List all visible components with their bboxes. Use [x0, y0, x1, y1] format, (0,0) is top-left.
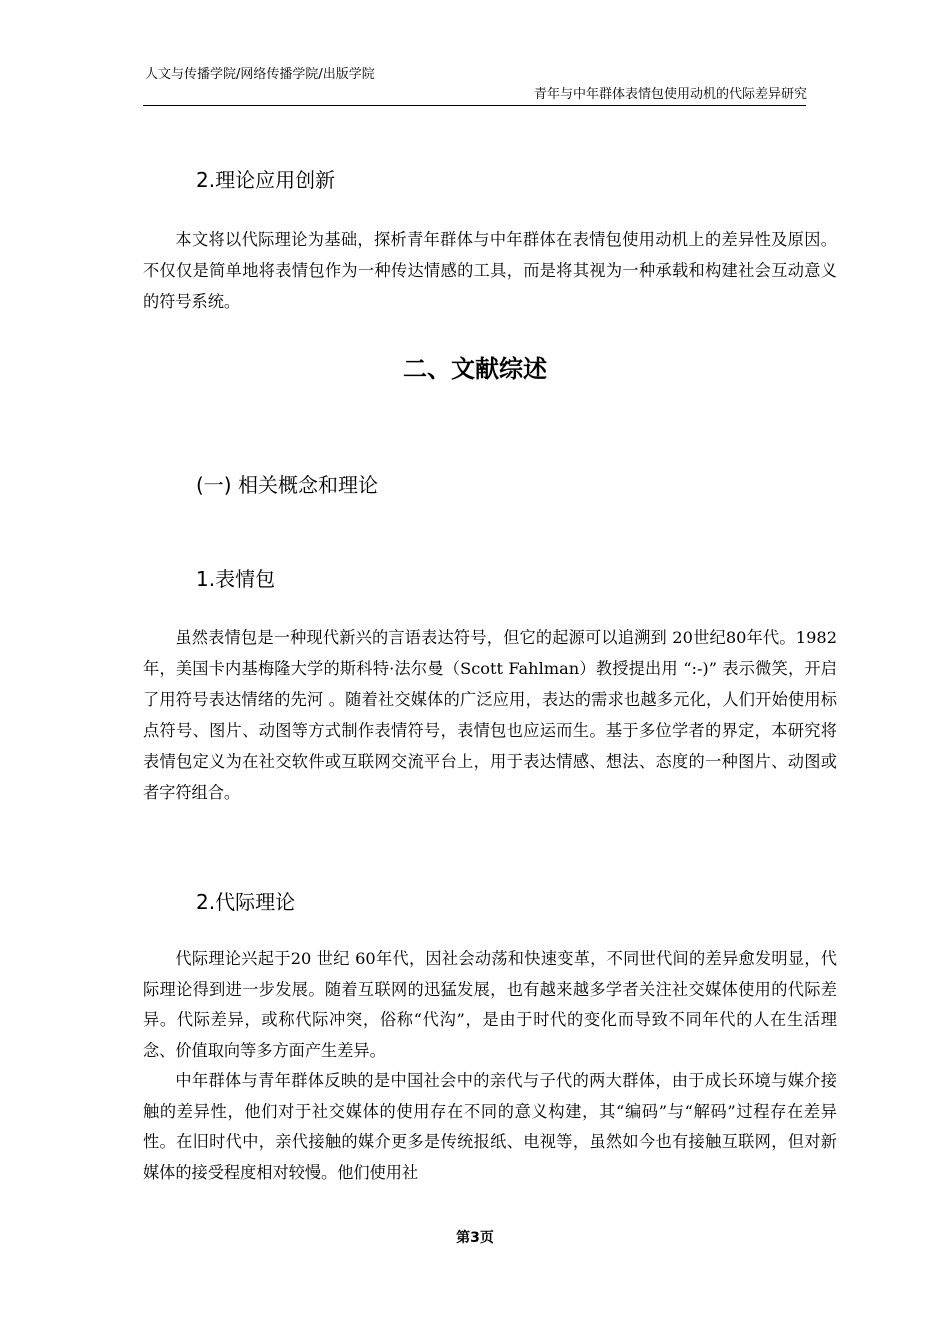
chapter-title: 二、文献综述	[403, 355, 547, 383]
heading-emoji: 1.表情包	[196, 567, 276, 591]
header-paper-title: 青年与中年群体表情包使用动机的代际差异研究	[533, 87, 807, 102]
heading-theory-innovation: 2.理论应用创新	[196, 168, 336, 192]
paragraph-emoji: 虽然表情包是一种现代新兴的言语表达符号，但它的起源可以追溯到 20世纪80年代。1982 年，美国卡内基梅隆大学的斯科特·法尔曼（Scott Fahlman）教授提出用 “:-)” 表示微笑，开启了用符号表达情绪的先河 。随着社交媒体的广泛应用，表达的需求也越多元化，人们开始使用标点符号、图片、动图等方式制作表情符号，表情包也应运而生。基于多位学者的界定，本研究将表情包定义为在社交软件或互联网交流平台上，用于表达情感、想法、态度的一种图片、动图或者字符组合。	[143, 628, 837, 802]
subsection-title: (一) 相关概念和理论	[196, 473, 378, 497]
heading-generational: 2.代际理论	[196, 890, 296, 914]
paragraph-generational-1: 代际理论兴起于20 世纪 60年代，因社会动荡和快速变革，不同世代间的差异愈发明显，代际理论得到进一步发展。随着互联网的迅猛发展，也有越来越多学者关注社交媒体使用的代际差异。代际差异，或称代际冲突，俗称“代沟”，是由于时代的变化而导致不同年代的人在生活理念、价值取向等多方面产生差异。	[143, 949, 837, 1060]
page-number: 第3页	[456, 1230, 494, 1246]
paragraph-generational-2: 中年群体与青年群体反映的是中国社会中的亲代与子代的两大群体，由于成长环境与媒介接触的差异性，他们对于社交媒体的使用存在不同的意义构建，其“编码”与“解码”过程存在差异性。在旧时代中，亲代接触的媒介更多是传统报纸、电视等，虽然如今也有接触互联网，但对新媒体的接受程度相对较慢。他们使用社	[143, 1071, 837, 1182]
paragraph-theory-innovation: 本文将以代际理论为基础，探析青年群体与中年群体在表情包使用动机上的差异性及原因。不仅仅是简单地将表情包作为一种传达情感的工具，而是将其视为一种承载和构建社会互动意义的符号系统。	[143, 230, 837, 311]
header-institution: 人文与传播学院/网络传播学院/出版学院	[145, 67, 375, 82]
header-divider	[143, 105, 806, 106]
